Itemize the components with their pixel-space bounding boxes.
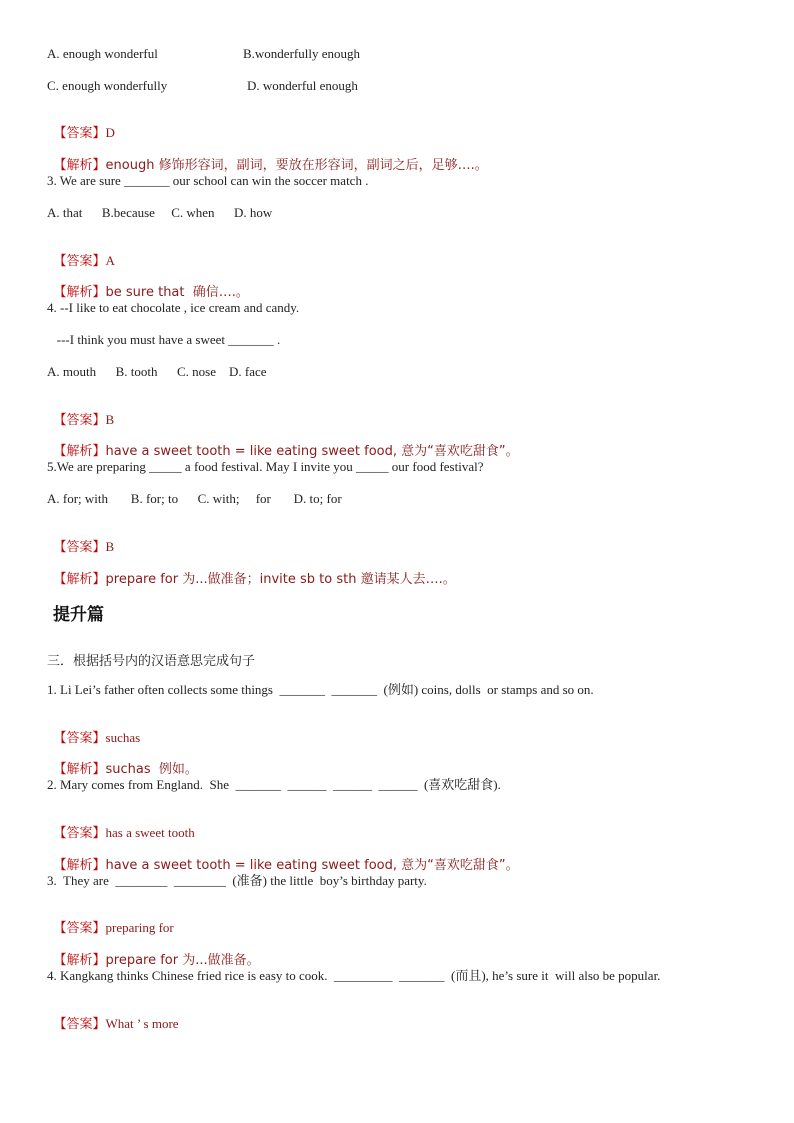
- q2-answer: D: [105, 125, 115, 140]
- s4-answer-row: [47, 1000, 179, 1033]
- s2-stem: 2. Mary comes from England. She _______ ______ ______ ______ (喜欢吃甜食).: [47, 777, 501, 792]
- answer-label: 【答案】: [53, 1017, 106, 1032]
- q2-option-b: B.wonderfully enough: [243, 46, 360, 61]
- s3-stem: 3. They are ________ ________ (准备) the little boy’s birthday party.: [47, 873, 427, 888]
- analysis-label: 【解析】: [53, 858, 106, 873]
- answer-label: 【答案】: [53, 921, 106, 936]
- q4-stem-2: ---I think you must have a sweet _______ .: [47, 332, 281, 347]
- analysis-label: 【解析】: [53, 572, 106, 587]
- analysis-label: 【解析】: [53, 285, 106, 300]
- section-heading: 提升篇: [53, 605, 104, 625]
- q4-analysis: have a sweet tooth = like eating sweet food, 意为“喜欢吃甜食”。: [105, 444, 519, 459]
- s3-answer-row: [47, 904, 174, 937]
- answer-label: 【答案】: [53, 413, 106, 428]
- s1-answer-row: [47, 714, 140, 747]
- q4-analysis-row: [47, 427, 519, 460]
- section-title: 三．根据括号内的汉语意思完成句子: [47, 654, 256, 669]
- q2-option-c: C. enough wonderfully: [47, 78, 168, 93]
- answer-label: 【答案】: [53, 731, 106, 746]
- s2-answer: has a sweet tooth: [105, 825, 195, 840]
- s3-analysis-row: [47, 936, 260, 969]
- q5-answer-row: [47, 523, 114, 556]
- q3-answer: A: [105, 253, 115, 268]
- s3-answer: preparing for: [105, 920, 174, 935]
- q2-option-d: D. wonderful enough: [247, 78, 358, 93]
- answer-label: 【答案】: [53, 826, 106, 841]
- s2-answer-row: [47, 809, 195, 842]
- q4-answer-row: [47, 396, 114, 429]
- q5-stem: 5.We are preparing _____ a food festival. May I invite you _____ our food festival?: [47, 459, 484, 474]
- analysis-label: 【解析】: [53, 444, 106, 459]
- q2-answer-row: [47, 109, 115, 142]
- analysis-label: 【解析】: [53, 158, 106, 173]
- q4-stem-1: 4. --I like to eat chocolate , ice cream and candy.: [47, 300, 300, 315]
- answer-label: 【答案】: [53, 540, 106, 555]
- q5-answer: B: [105, 539, 115, 554]
- analysis-label: 【解析】: [53, 953, 106, 968]
- s4-answer: What ’ s more: [105, 1016, 179, 1031]
- s2-analysis-row: [47, 841, 519, 874]
- answer-label: 【答案】: [53, 126, 106, 141]
- q2-analysis-row: [47, 141, 488, 174]
- q3-stem: 3. We are sure _______ our school can win the soccer match .: [47, 173, 369, 188]
- s2-analysis: have a sweet tooth = like eating sweet food, 意为“喜欢吃甜食”。: [105, 858, 519, 873]
- s1-analysis-row: [47, 745, 198, 778]
- answer-label: 【答案】: [53, 254, 106, 269]
- q4-options: A. mouth B. tooth C. nose D. face: [47, 364, 267, 379]
- q3-options: A. that B.because C. when D. how: [47, 205, 273, 220]
- q5-options: A. for; with B. for; to C. with; for D. to; for: [47, 491, 342, 506]
- s3-analysis: prepare for 为...做准备。: [105, 953, 260, 968]
- s1-answer: suchas: [105, 730, 141, 745]
- q3-answer-row: [47, 237, 115, 270]
- s1-analysis: suchas 例如。: [105, 762, 198, 777]
- q2-option-a: A. enough wonderful: [47, 46, 158, 61]
- q5-analysis-row: [47, 555, 456, 588]
- q4-answer: B: [105, 412, 115, 427]
- analysis-label: 【解析】: [53, 762, 106, 777]
- q2-analysis: enough 修饰形容词，副词，要放在形容词，副词之后，足够….。: [105, 158, 488, 173]
- q3-analysis-row: [47, 268, 249, 301]
- q5-analysis: prepare for 为...做准备；invite sb to sth 邀请某人去….。: [105, 572, 456, 587]
- s1-stem: 1. Li Lei’s father often collects some things _______ _______ (例如) coins, dolls or stamps and so on.: [47, 682, 594, 697]
- q3-analysis: be sure that 确信….。: [105, 285, 249, 300]
- s4-stem: 4. Kangkang thinks Chinese fried rice is easy to cook. _________ _______ (而且), he’s sure it will also be popular.: [47, 968, 661, 983]
